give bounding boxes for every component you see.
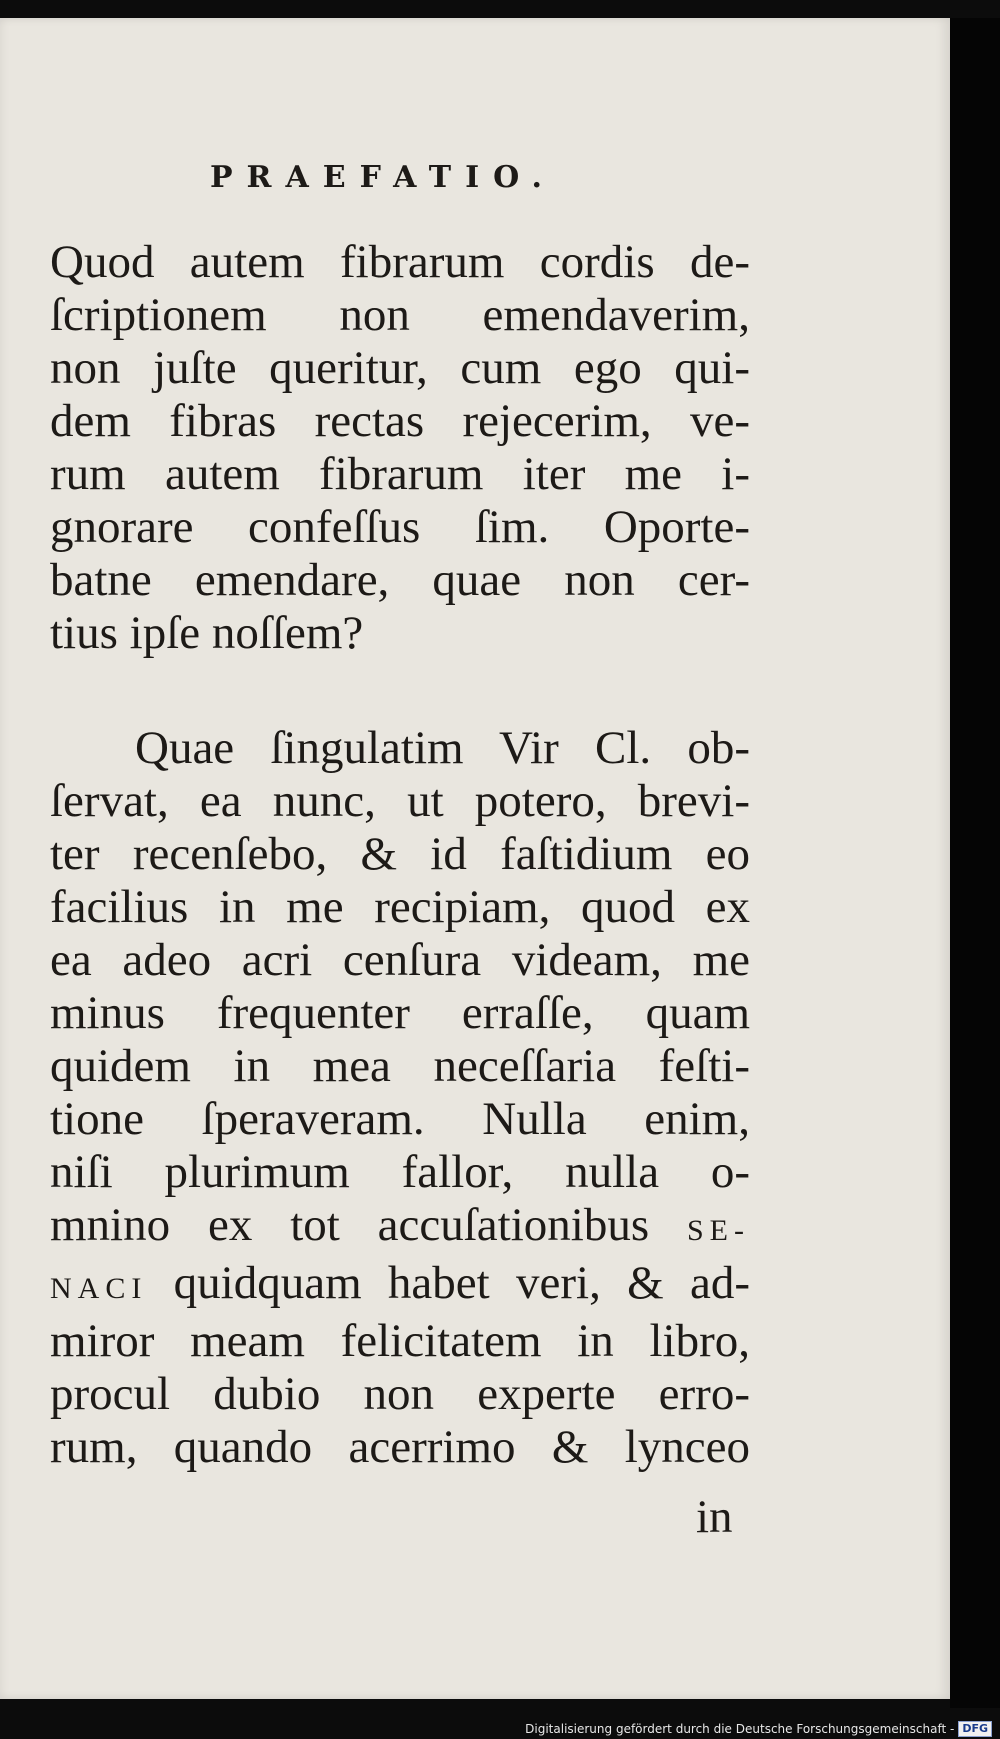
text-line: dem fibras rectas rejecerim, ve- (50, 395, 750, 447)
text-line: niſi plurimum fallor, nulla o- (50, 1146, 750, 1198)
text-line: gnorare confeſſus ſim. Oporte- (50, 501, 750, 553)
text-line: minus frequenter erraſſe, quam (50, 987, 750, 1039)
text-line: batne emendare, quae non cer- (50, 554, 750, 606)
text-line: ſcriptionem non emendaverim, (50, 289, 750, 341)
text-fragment: quidquam habet veri, & ad- (173, 1257, 751, 1309)
text-line: ter recenſebo, & id faſtidium eo (50, 828, 750, 880)
scan-edge (950, 18, 1000, 1708)
credit-text: Digitalisierung gefördert durch die Deutsche Forschungsgemeinschaft - (525, 1722, 955, 1736)
paragraph-2 (50, 722, 750, 1474)
text-line: Quae ſingulatim Vir Cl. ob- (135, 722, 750, 774)
text-line: tius ipſe noſſem? (50, 607, 364, 659)
text-line: procul dubio non experte erro- (50, 1368, 750, 1420)
dfg-logo-icon: DFG (958, 1721, 992, 1737)
text-fragment: mnino ex tot accuſationibus (50, 1199, 650, 1251)
text-line: ſervat, ea nunc, ut potero, brevi- (50, 775, 750, 827)
smallcaps-name: SE- (687, 1214, 750, 1247)
text-line: rum autem fibrarum iter me i- (50, 448, 750, 500)
digitization-credit (525, 1721, 992, 1737)
text-line: ea adeo acri cenſura videam, me (50, 934, 750, 986)
text-line: quidem in mea neceſſaria feſti- (50, 1040, 750, 1092)
text-line: rum, quando acerrimo & lynceo (50, 1421, 750, 1473)
text-line: miror meam felicitatem in libro, (50, 1315, 750, 1367)
catchword: in (696, 1491, 733, 1543)
text-line (50, 1199, 750, 1257)
text-line (50, 1257, 750, 1315)
smallcaps-name: NACI (50, 1272, 148, 1305)
text-line: tione ſperaveram. Nulla enim, (50, 1093, 750, 1145)
text-line: non juſte queritur, cum ego qui- (50, 342, 750, 394)
text-line: facilius in me recipiam, quod ex (50, 881, 750, 933)
paragraph-1 (50, 236, 750, 660)
running-head: PRAEFATIO. (210, 160, 556, 195)
text-line: Quod autem fibrarum cordis de- (50, 236, 750, 288)
